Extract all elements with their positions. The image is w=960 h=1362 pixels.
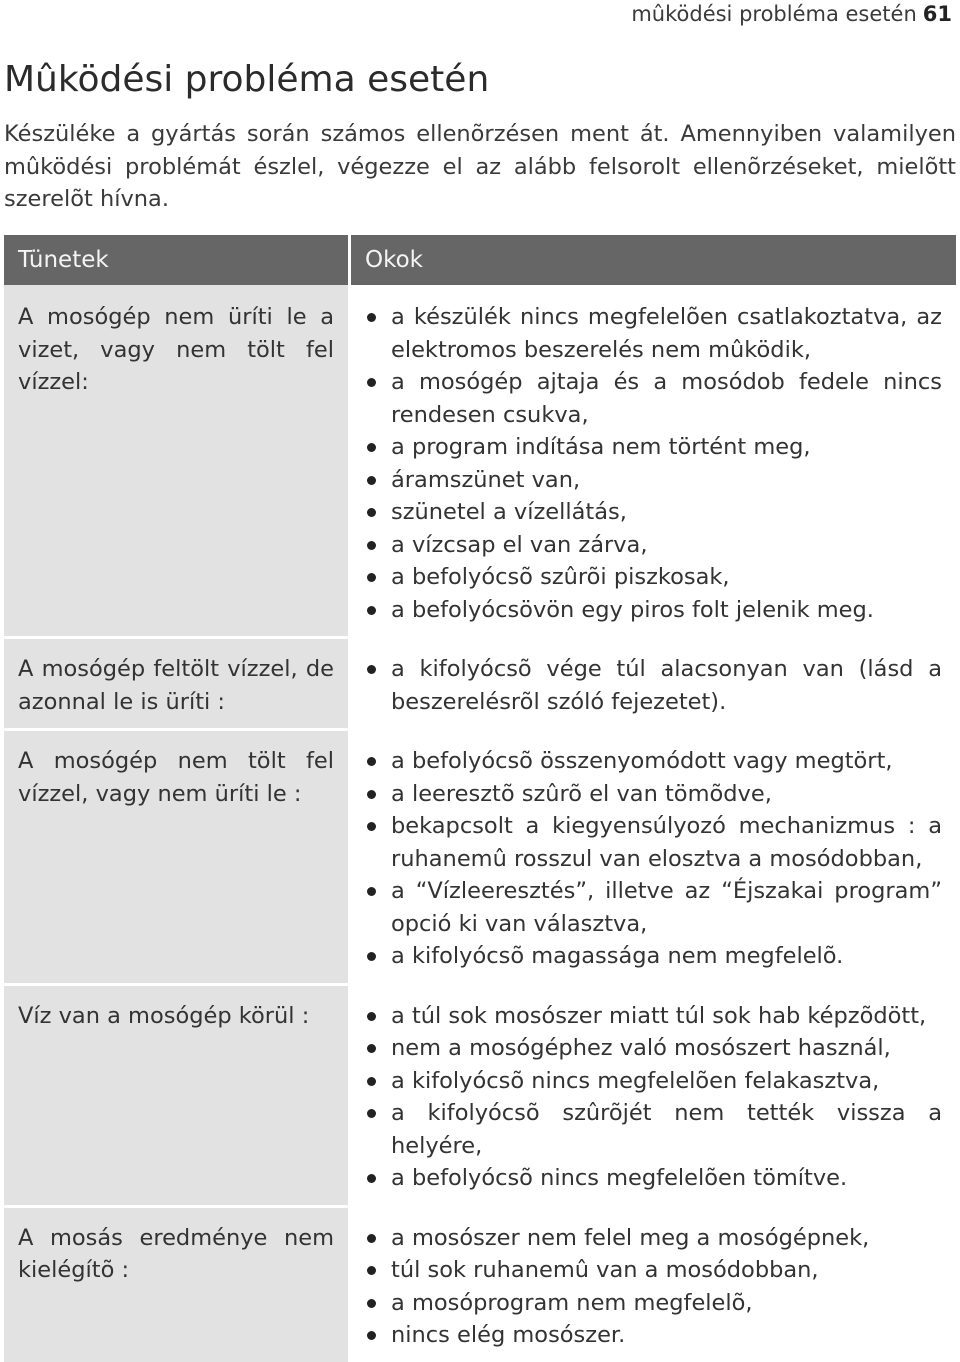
cause-item: [367, 464, 942, 497]
table-row: [4, 728, 956, 983]
cause-item: [367, 875, 942, 940]
cause-item: [367, 778, 942, 811]
table-body: [4, 285, 956, 1362]
bullet-icon: [367, 443, 376, 452]
cause-list: [367, 1222, 942, 1352]
cause-text: a mosószer nem felel meg a mosógépnek,: [391, 1224, 870, 1251]
intro-paragraph: Készüléke a gyártás során számos ellenõrzésen ment át. Amennyiben valamilyen mûködési problémát észlel, végezze el az alább felsorolt ellenõrzéseket, mielõtt szerelõt hívna.: [4, 121, 956, 212]
cause-item: [367, 431, 942, 464]
table-row: [4, 983, 956, 1205]
causes-cell: [351, 285, 956, 636]
symptom-cell: A mosás eredménye nem kielégítõ :: [4, 1205, 351, 1362]
page-title: Mûködési probléma esetén: [4, 59, 490, 100]
symptom-cell: Víz van a mosógép körül :: [4, 983, 351, 1205]
cause-text: a kifolyócsõ szûrõjét nem tették vissza a helyére,: [391, 1100, 942, 1159]
cause-text: a befolyócsõ összenyomódott vagy megtört,: [391, 748, 893, 774]
cause-list: [367, 745, 942, 973]
bullet-icon: [367, 378, 376, 387]
causes-cell: [351, 1205, 956, 1362]
cause-item: [367, 1065, 942, 1098]
causes-cell: [351, 636, 956, 728]
bullet-icon: [367, 1234, 376, 1243]
bullet-icon: [367, 508, 376, 517]
cause-text: bekapcsolt a kiegyensúlyozó mechanizmus : a ruhanemû rosszul van elosztva a mosódobban,: [391, 813, 942, 872]
cause-item: [367, 496, 942, 529]
cause-text: a kifolyócsõ nincs megfelelõen felakasztva,: [391, 1067, 880, 1094]
bullet-icon: [367, 573, 376, 582]
cause-item: [367, 940, 942, 973]
cause-text: áramszünet van,: [391, 466, 581, 493]
cause-item: [367, 529, 942, 562]
cause-item: [367, 653, 942, 718]
cause-text: túl sok ruhanemû van a mosódobban,: [391, 1257, 819, 1283]
cause-text: nem a mosógéphez való mosószert használ,: [391, 1035, 891, 1061]
symptom-cell: A mosógép nem tölt fel vízzel, vagy nem üríti le :: [4, 728, 351, 983]
symptom-cell: A mosógép feltölt vízzel, de azonnal le is üríti :: [4, 636, 351, 728]
cause-item: [367, 1254, 942, 1287]
cause-text: a kifolyócsõ magassága nem megfelelõ.: [391, 943, 844, 969]
bullet-icon: [367, 1044, 376, 1053]
cause-list: [367, 1000, 942, 1195]
bullet-icon: [367, 757, 376, 766]
cause-item: [367, 301, 942, 366]
cause-item: [367, 1319, 942, 1352]
cause-text: a “Vízleeresztés”, illetve az “Éjszakai program” opció ki van választva,: [391, 878, 942, 937]
bullet-icon: [367, 887, 376, 896]
cause-item: [367, 561, 942, 594]
bullet-icon: [367, 606, 376, 615]
cause-item: [367, 1287, 942, 1320]
bullet-icon: [367, 1266, 376, 1275]
cause-text: a befolyócsõ nincs megfelelõen tömítve.: [391, 1165, 848, 1191]
column-header-symptoms: Tünetek: [4, 235, 351, 285]
table-row: [4, 1205, 956, 1362]
bullet-icon: [367, 952, 376, 961]
page-number: 61: [922, 2, 952, 26]
cause-text: a befolyócsõ szûrõi piszkosak,: [391, 564, 730, 590]
causes-cell: [351, 728, 956, 983]
bullet-icon: [367, 1077, 376, 1086]
bullet-icon: [367, 665, 376, 674]
cause-item: [367, 1222, 942, 1255]
cause-item: [367, 1162, 942, 1195]
running-header-section: mûködési probléma esetén: [631, 2, 917, 26]
bullet-icon: [367, 1174, 376, 1183]
cause-text: a befolyócsövön egy piros folt jelenik meg.: [391, 596, 874, 623]
table-header-row: [4, 235, 956, 285]
cause-text: a mosógép ajtaja és a mosódob fedele nincs rendesen csukva,: [391, 369, 942, 428]
table-row: [4, 285, 956, 636]
cause-text: a mosóprogram nem megfelelõ,: [391, 1289, 753, 1316]
cause-item: [367, 1097, 942, 1162]
cause-text: szünetel a vízellátás,: [391, 499, 627, 525]
bullet-icon: [367, 1012, 376, 1021]
cause-item: [367, 810, 942, 875]
cause-item: [367, 1000, 942, 1033]
causes-cell: [351, 983, 956, 1205]
cause-text: a leeresztõ szûrõ el van tömõdve,: [391, 780, 772, 807]
cause-text: a kifolyócsõ vége túl alacsonyan van (lásd a beszerelésrõl szóló fejezetet).: [391, 656, 942, 715]
bullet-icon: [367, 541, 376, 550]
bullet-icon: [367, 790, 376, 799]
troubleshooting-table: [4, 235, 956, 1362]
cause-text: nincs elég mosószer.: [391, 1322, 626, 1348]
table-row: [4, 636, 956, 728]
cause-text: a program indítása nem történt meg,: [391, 434, 811, 460]
cause-list: [367, 301, 942, 626]
running-header: [631, 2, 952, 26]
cause-item: [367, 594, 942, 627]
symptom-cell: A mosógép nem üríti le a vizet, vagy nem tölt fel vízzel:: [4, 285, 351, 636]
bullet-icon: [367, 822, 376, 831]
bullet-icon: [367, 1109, 376, 1118]
cause-text: a túl sok mosószer miatt túl sok hab képzõdött,: [391, 1002, 927, 1029]
cause-text: a vízcsap el van zárva,: [391, 531, 648, 558]
bullet-icon: [367, 1299, 376, 1308]
column-header-causes: Okok: [351, 235, 956, 285]
cause-item: [367, 745, 942, 778]
bullet-icon: [367, 313, 376, 322]
cause-list: [367, 653, 942, 718]
bullet-icon: [367, 476, 376, 485]
cause-text: a készülék nincs megfelelõen csatlakoztatva, az elektromos beszerelés nem mûködik,: [391, 304, 942, 363]
cause-item: [367, 1032, 942, 1065]
cause-item: [367, 366, 942, 431]
